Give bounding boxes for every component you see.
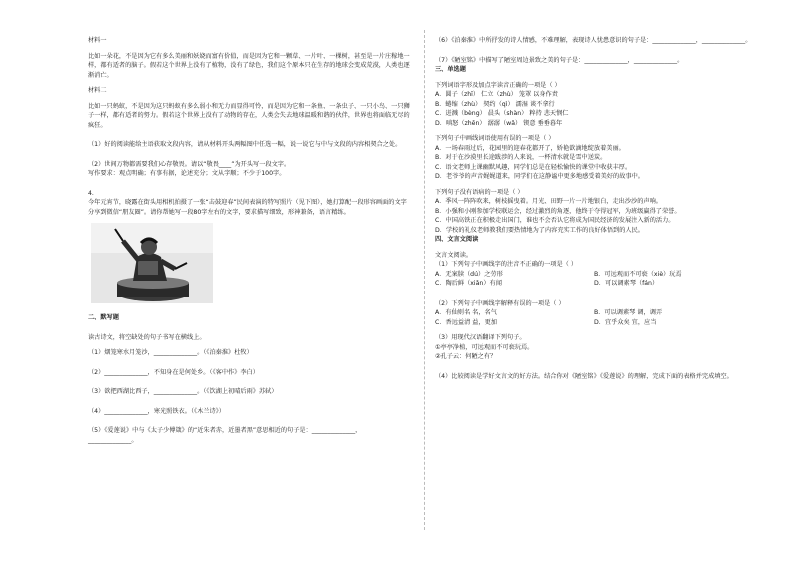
classical-2-option-c: C．香远益清 益，更加 xyxy=(435,318,497,326)
mc-3-option-d: D．学校的礼仪老师教我们要热情地为了内容充实工作的良好体悟到的人民。 xyxy=(435,226,644,234)
classical-3-sentence-b: ②孔子云：何陋之有？ xyxy=(435,353,497,360)
section-4-title: 四、文言文阅读 xyxy=(435,236,479,243)
question-7: （7）《陋室铭》中描写了陋室周边景致之美的句子是：______________，______________。 xyxy=(435,56,684,64)
dictation-item-4: （4）______________，寒光照铁衣。（《木兰诗》） xyxy=(88,407,225,415)
classical-question-1: （1）下列句子中画线字的注音不正确的一项是（ ） xyxy=(435,261,578,268)
dictation-item-3: （3）欲把西湖比西子，______________。（《饮湖上初晴后雨》苏轼） xyxy=(88,388,278,395)
classical-1-options-row-1 xyxy=(435,270,753,280)
material-one-text: 比如一朵花，不是因为它有多么美丽和妖娆而富有价值，而是因为它和一颗草、一片叶、一棵树，甚至是一片庄稼地一样，都有适者的脑子。假若这个世界上没有了植物，没有了绿色，我们这个原本只在生存的地球会变成荒漠，人类也逐渐消亡。 xyxy=(88,52,410,79)
mc-3-option-a: A．季风一阵阵吹来，树枝摇曳着。月光、田野一片一片地银白，走出沙沙的声响。 xyxy=(435,198,662,205)
classical-2-option-b: B．可以调素琴 调，调弄 xyxy=(594,309,663,316)
question-4-text: 今年元宵节，晓露在街头用相机拍摄了一张“击鼓迎春”民间表演的特写照片（见下图），她打算配一段形容画面的文字分享到微信“朋友圈”。请你帮她写一段80字左右的文字，要求描写细致，形神兼备，语言精练。 xyxy=(88,199,407,216)
left-column xyxy=(88,36,410,445)
mc-question-2: 下列句子中画线词语使用有误的一项是（ ） xyxy=(435,135,555,142)
material-two-title: 材料二 xyxy=(88,87,107,94)
classical-3-sentence-a: ①亭亭净植，可远观而不可亵玩焉。 xyxy=(435,343,534,351)
mc-2-option-c: C．语文老师上课幽默风趣，同学们总是在轻松愉快的课堂中收获丰厚。 xyxy=(435,163,632,171)
material-two-text: 比如一只蚂蚁，不是因为这只蚂蚁有多么弱小和无力而显得可怜，而是因为它和一条鱼、一条虫子、一只小鸟、一只狮子一样，都有适者的努力。假若这个世界上没有了动物的存在，人类会失去地球温暖和谐的伙伴，世界也将面临无尽的疯狂。 xyxy=(88,102,410,129)
classical-1-option-b: B．可远观而不可亵（xiè）玩焉 xyxy=(594,270,682,278)
mc-question-1: 下列词语字形及加点字读音正确的一项是（ ） xyxy=(435,81,561,89)
material-one-title: 材料一 xyxy=(88,37,107,44)
dictation-item-2: （2）______________，不知身在是何处乡。（《客中作》李白） xyxy=(88,368,259,376)
section-2-title: 二、默写题 xyxy=(88,314,119,321)
right-column xyxy=(435,36,753,381)
classical-1-option-c: C．陶后鲜（xiǎn）有闻 xyxy=(435,280,502,287)
mc-1-option-d: D．嗔怒（zhēn） 潺潺（wǎ） 锲意 垂垂暮年 xyxy=(435,119,563,127)
question-2: （2）世间万物都需要我们心存敬畏。请以“敬畏____”为开头写一段文字。 xyxy=(88,160,291,168)
mc-2-option-b: B．对于在沙漠里长途跋涉的人来说，一杯清水就是雪中送炭。 xyxy=(435,154,607,161)
classical-2-option-d: D．宜乎众矣 宜，应当 xyxy=(594,318,657,326)
drummer-illustration xyxy=(91,223,213,303)
classical-1-option-d: D．可以调素琴（fán） xyxy=(594,280,659,287)
mc-1-option-c: C．迸溅（bèng） 晨头（shàn） 粹持 悲天悯仁 xyxy=(435,110,569,117)
classical-question-3: （3）用现代汉语翻译下列句子。 xyxy=(435,334,526,341)
column-divider xyxy=(424,30,425,530)
classical-question-4: （4）比较阅读是学好文言文的好方法。结合你对《陋室铭》《爱莲说》的理解，完成下面的表格并完成填空。 xyxy=(435,372,733,380)
dictation-item-5: （5）《爱莲说》中与《太子少傅箴》的“近朱者赤，近墨者黑”意思相近的句子是：______________，______________。 xyxy=(88,427,362,444)
dictation-item-1: （1）烟笼寒水月笼沙，______________。（《泊秦淮》杜牧） xyxy=(88,349,253,356)
mc-3-option-b: B．小强和小刚参加学校联运会，经过激烈的角逐，他终于夺得冠军，为班级赢得了荣誉。 xyxy=(435,207,681,215)
mc-3-option-c: C．中国高铁正在积极走出国门，谁也不会否认它将成为国民经济的发展注入新的活力。 xyxy=(435,217,675,224)
section-2-intro: 读古诗文，将空缺处的句子书写在横线上。 xyxy=(88,333,206,341)
drummer-photo xyxy=(91,223,213,303)
classical-intro: 文言文阅读。 xyxy=(435,251,473,259)
question-2-requirement: 写作要求：观点明确；有事有据，论述充分；文从字顺；不少于100字。 xyxy=(88,170,286,177)
classical-1-options-row-2 xyxy=(435,279,753,289)
classical-2-options-row-1 xyxy=(435,308,753,318)
mc-2-option-d: D．老爷爷的声音娓娓道来，同学们在这静谧中更多地感受着美好的故事中。 xyxy=(435,173,644,180)
classical-1-option-a: A．无案牍（dú）之劳形 xyxy=(435,270,503,278)
mc-2-option-a: A．一场春雨过后，花园里的迎春花都开了，娇艳欲滴地绽放着美丽。 xyxy=(435,144,625,152)
question-4-number: 4. xyxy=(88,189,94,197)
classical-2-option-a: A．有仙则名 名，名气 xyxy=(435,309,497,316)
mc-1-option-b: B．蜷缩（zhù） 契约（qì） 濡湿 谈不拿行 xyxy=(435,100,555,108)
section-3-title: 三、单选题 xyxy=(435,66,466,73)
mc-question-3: 下列句子没有语病的一项是（ ） xyxy=(435,188,524,196)
classical-2-options-row-2 xyxy=(435,318,753,328)
mc-1-option-a: A．圆子（zhī） 仁立（zhù） 笼罩 以身作责 xyxy=(435,91,558,98)
classical-question-2: （2）下列句子中画线字解释有误的一项是（ ） xyxy=(435,299,565,307)
question-1: （1）好的阅读能给主语获取文段内容，请从材料开头两幅图中任选一幅，说一说它与中与文段的内容相契合之处。 xyxy=(88,141,402,148)
question-6: （6）《泊秦淮》中所抒发的诗人情感，不难理解，表现诗人忧患意识的句子是：______________，______________。 xyxy=(435,37,752,44)
